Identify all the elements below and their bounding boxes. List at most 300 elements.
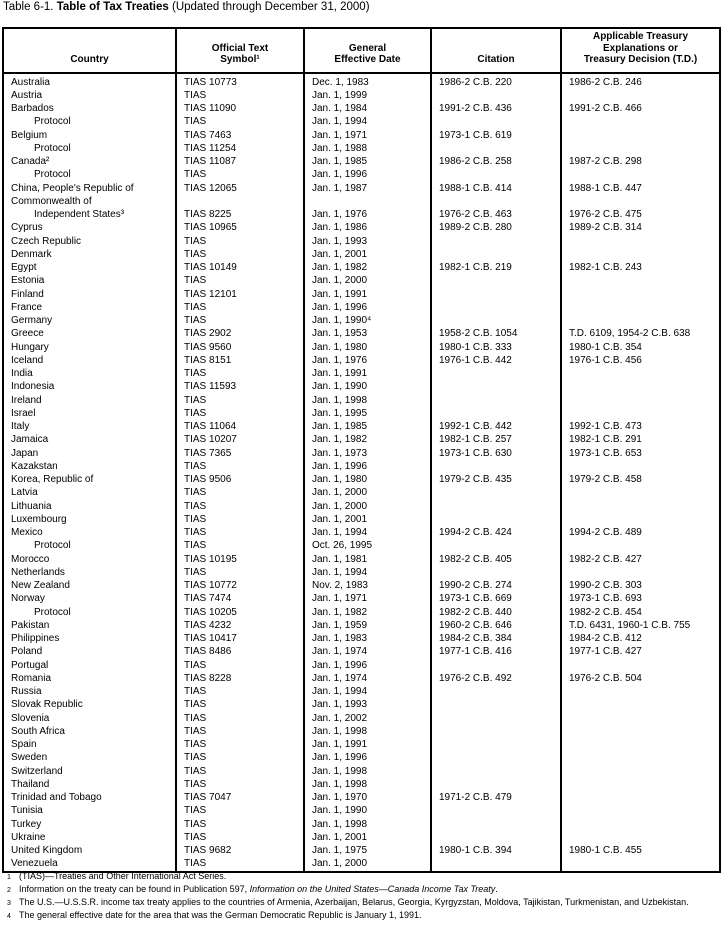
table-row bbox=[3, 433, 720, 446]
table-row bbox=[3, 354, 720, 367]
cell-treasury bbox=[561, 857, 720, 871]
cell-effective-date: Jan. 1, 1994 bbox=[304, 685, 431, 698]
cell-country: Hungary bbox=[3, 341, 176, 354]
cell-official-text-symbol: TIAS bbox=[176, 539, 304, 552]
cell-citation: 1992-1 C.B. 442 bbox=[431, 420, 561, 433]
table-row bbox=[3, 221, 720, 234]
cell-official-text-symbol: TIAS 10773 bbox=[176, 73, 304, 89]
cell-treasury bbox=[561, 778, 720, 791]
cell-country: Spain bbox=[3, 738, 176, 751]
cell-citation: 1960-2 C.B. 646 bbox=[431, 619, 561, 632]
cell-country: Luxembourg bbox=[3, 513, 176, 526]
cell-country: Protocol bbox=[3, 168, 176, 181]
cell-country: China, People's Republic of bbox=[3, 182, 176, 195]
cell-official-text-symbol: TIAS bbox=[176, 89, 304, 102]
table-row bbox=[3, 407, 720, 420]
cell-effective-date: Jan. 1, 1985 bbox=[304, 155, 431, 168]
cell-official-text-symbol: TIAS 7365 bbox=[176, 447, 304, 460]
cell-official-text-symbol: TIAS 8151 bbox=[176, 354, 304, 367]
cell-country: Portugal bbox=[3, 659, 176, 672]
table-row bbox=[3, 553, 720, 566]
table-row bbox=[3, 274, 720, 287]
cell-official-text-symbol: TIAS bbox=[176, 712, 304, 725]
cell-effective-date: Jan. 1, 1998 bbox=[304, 818, 431, 831]
table-row bbox=[3, 115, 720, 128]
cell-treasury: 1994-2 C.B. 489 bbox=[561, 526, 720, 539]
table-row bbox=[3, 685, 720, 698]
cell-country: Norway bbox=[3, 592, 176, 605]
table-row bbox=[3, 791, 720, 804]
footnote-marker: 1 bbox=[7, 873, 11, 881]
table-row bbox=[3, 539, 720, 552]
cell-country: Kazakstan bbox=[3, 460, 176, 473]
table-row bbox=[3, 804, 720, 817]
cell-country: Tunisia bbox=[3, 804, 176, 817]
table-row bbox=[3, 168, 720, 181]
cell-citation bbox=[431, 168, 561, 181]
cell-treasury bbox=[561, 765, 720, 778]
footnote-text: The general effective date for the area that was the German Democratic Republic is January 1, 1991. bbox=[19, 910, 422, 920]
cell-citation bbox=[431, 778, 561, 791]
table-row bbox=[3, 778, 720, 791]
cell-country: Japan bbox=[3, 447, 176, 460]
cell-treasury: 1986-2 C.B. 246 bbox=[561, 73, 720, 89]
cell-effective-date: Jan. 1, 1990 bbox=[304, 804, 431, 817]
cell-treasury bbox=[561, 288, 720, 301]
cell-country: New Zealand bbox=[3, 579, 176, 592]
cell-effective-date: Jan. 1, 1975 bbox=[304, 844, 431, 857]
table-row bbox=[3, 765, 720, 778]
header-row bbox=[3, 28, 720, 73]
cell-effective-date: Jan. 1, 2001 bbox=[304, 831, 431, 844]
cell-official-text-symbol: TIAS bbox=[176, 659, 304, 672]
cell-treasury: 1977-1 C.B. 427 bbox=[561, 645, 720, 658]
cell-treasury: 1980-1 C.B. 354 bbox=[561, 341, 720, 354]
cell-treasury bbox=[561, 685, 720, 698]
cell-treasury: 1990-2 C.B. 303 bbox=[561, 579, 720, 592]
cell-effective-date: Jan. 1, 1996 bbox=[304, 751, 431, 764]
cell-country: Germany bbox=[3, 314, 176, 327]
table-row bbox=[3, 473, 720, 486]
cell-effective-date: Jan. 1, 2000 bbox=[304, 486, 431, 499]
cell-official-text-symbol: TIAS 10195 bbox=[176, 553, 304, 566]
cell-treasury: 1982-2 C.B. 427 bbox=[561, 553, 720, 566]
cell-treasury bbox=[561, 367, 720, 380]
column-header-citation: Citation bbox=[431, 28, 561, 73]
table-row bbox=[3, 301, 720, 314]
table-row bbox=[3, 182, 720, 195]
cell-treasury bbox=[561, 301, 720, 314]
cell-country: Protocol bbox=[3, 142, 176, 155]
cell-effective-date: Jan. 1, 1976 bbox=[304, 208, 431, 221]
cell-official-text-symbol: TIAS bbox=[176, 526, 304, 539]
cell-citation: 1973-1 C.B. 630 bbox=[431, 447, 561, 460]
footnote bbox=[2, 884, 719, 896]
cell-treasury: T.D. 6431, 1960-1 C.B. 755 bbox=[561, 619, 720, 632]
cell-official-text-symbol: TIAS 9560 bbox=[176, 341, 304, 354]
cell-country: Netherlands bbox=[3, 566, 176, 579]
cell-effective-date: Jan. 1, 1991 bbox=[304, 738, 431, 751]
cell-treasury bbox=[561, 818, 720, 831]
cell-official-text-symbol: TIAS 10417 bbox=[176, 632, 304, 645]
column-header-country: Country bbox=[3, 28, 176, 73]
table-row bbox=[3, 513, 720, 526]
cell-treasury bbox=[561, 831, 720, 844]
cell-official-text-symbol: TIAS 10205 bbox=[176, 606, 304, 619]
cell-effective-date: Jan. 1, 1993 bbox=[304, 698, 431, 711]
cell-country: Iceland bbox=[3, 354, 176, 367]
cell-citation bbox=[431, 725, 561, 738]
cell-official-text-symbol: TIAS bbox=[176, 818, 304, 831]
cell-citation bbox=[431, 659, 561, 672]
cell-country: Russia bbox=[3, 685, 176, 698]
cell-treasury: 1988-1 C.B. 447 bbox=[561, 182, 720, 195]
cell-treasury: 1982-2 C.B. 454 bbox=[561, 606, 720, 619]
cell-effective-date: Jan. 1, 1971 bbox=[304, 592, 431, 605]
cell-country: Ireland bbox=[3, 394, 176, 407]
footnote-text: (TIAS)—Treaties and Other International Act Series. bbox=[19, 871, 227, 881]
table-row bbox=[3, 645, 720, 658]
cell-treasury bbox=[561, 712, 720, 725]
cell-citation bbox=[431, 89, 561, 102]
cell-citation bbox=[431, 566, 561, 579]
cell-official-text-symbol: TIAS 11254 bbox=[176, 142, 304, 155]
cell-country: Pakistan bbox=[3, 619, 176, 632]
footnote bbox=[2, 871, 719, 883]
footnotes bbox=[2, 871, 719, 923]
cell-country: Protocol bbox=[3, 539, 176, 552]
cell-country: Thailand bbox=[3, 778, 176, 791]
cell-country: South Africa bbox=[3, 725, 176, 738]
cell-citation: 1980-1 C.B. 394 bbox=[431, 844, 561, 857]
cell-country: Czech Republic bbox=[3, 235, 176, 248]
cell-country: Switzerland bbox=[3, 765, 176, 778]
cell-country: Finland bbox=[3, 288, 176, 301]
table-row bbox=[3, 420, 720, 433]
cell-official-text-symbol: TIAS bbox=[176, 168, 304, 181]
cell-effective-date: Jan. 1, 1998 bbox=[304, 725, 431, 738]
cell-citation: 1976-2 C.B. 492 bbox=[431, 672, 561, 685]
table-row bbox=[3, 566, 720, 579]
table-row bbox=[3, 486, 720, 499]
cell-official-text-symbol: TIAS bbox=[176, 394, 304, 407]
cell-country: Slovenia bbox=[3, 712, 176, 725]
cell-effective-date: Jan. 1, 1973 bbox=[304, 447, 431, 460]
cell-country: Australia bbox=[3, 73, 176, 89]
cell-effective-date: Jan. 1, 1981 bbox=[304, 553, 431, 566]
cell-effective-date: Jan. 1, 1984 bbox=[304, 102, 431, 115]
cell-treasury bbox=[561, 314, 720, 327]
cell-official-text-symbol: TIAS bbox=[176, 778, 304, 791]
table-row bbox=[3, 725, 720, 738]
cell-effective-date: Jan. 1, 1994 bbox=[304, 566, 431, 579]
cell-country: Philippines bbox=[3, 632, 176, 645]
cell-citation bbox=[431, 301, 561, 314]
cell-official-text-symbol: TIAS bbox=[176, 314, 304, 327]
table-row bbox=[3, 208, 720, 221]
cell-citation: 1976-1 C.B. 442 bbox=[431, 354, 561, 367]
cell-official-text-symbol: TIAS 11064 bbox=[176, 420, 304, 433]
cell-official-text-symbol: TIAS bbox=[176, 738, 304, 751]
cell-treasury: 1982-1 C.B. 243 bbox=[561, 261, 720, 274]
cell-treasury bbox=[561, 407, 720, 420]
cell-country: Morocco bbox=[3, 553, 176, 566]
cell-treasury: 1973-1 C.B. 693 bbox=[561, 592, 720, 605]
cell-citation bbox=[431, 142, 561, 155]
cell-treasury bbox=[561, 142, 720, 155]
cell-treasury bbox=[561, 380, 720, 393]
cell-official-text-symbol: TIAS bbox=[176, 248, 304, 261]
cell-official-text-symbol: TIAS 7463 bbox=[176, 129, 304, 142]
cell-country: United Kingdom bbox=[3, 844, 176, 857]
cell-official-text-symbol: TIAS 10772 bbox=[176, 579, 304, 592]
cell-effective-date: Jan. 1, 1982 bbox=[304, 606, 431, 619]
cell-citation bbox=[431, 857, 561, 871]
cell-treasury: 1984-2 C.B. 412 bbox=[561, 632, 720, 645]
cell-country: India bbox=[3, 367, 176, 380]
cell-treasury bbox=[561, 791, 720, 804]
cell-official-text-symbol: TIAS bbox=[176, 725, 304, 738]
cell-effective-date bbox=[304, 195, 431, 208]
cell-official-text-symbol: TIAS bbox=[176, 513, 304, 526]
cell-country: Independent States³ bbox=[3, 208, 176, 221]
cell-effective-date: Jan. 1, 1990⁴ bbox=[304, 314, 431, 327]
table-row bbox=[3, 367, 720, 380]
table-row bbox=[3, 526, 720, 539]
cell-effective-date: Jan. 1, 1991 bbox=[304, 288, 431, 301]
cell-citation: 1977-1 C.B. 416 bbox=[431, 645, 561, 658]
table-row bbox=[3, 195, 720, 208]
cell-official-text-symbol: TIAS 4232 bbox=[176, 619, 304, 632]
table-row bbox=[3, 672, 720, 685]
cell-effective-date: Jan. 1, 2000 bbox=[304, 274, 431, 287]
cell-treasury bbox=[561, 513, 720, 526]
footnote-marker: 3 bbox=[7, 899, 11, 907]
table-row bbox=[3, 659, 720, 672]
table-row bbox=[3, 235, 720, 248]
table-row bbox=[3, 606, 720, 619]
cell-country: Belgium bbox=[3, 129, 176, 142]
cell-official-text-symbol: TIAS 9682 bbox=[176, 844, 304, 857]
footnote-marker: 4 bbox=[7, 912, 11, 920]
table-row bbox=[3, 89, 720, 102]
cell-effective-date: Jan. 1, 1953 bbox=[304, 327, 431, 340]
cell-official-text-symbol: TIAS bbox=[176, 566, 304, 579]
table-row bbox=[3, 738, 720, 751]
footnote bbox=[2, 910, 719, 922]
cell-effective-date: Jan. 1, 1996 bbox=[304, 659, 431, 672]
cell-treasury: 1973-1 C.B. 653 bbox=[561, 447, 720, 460]
table-row bbox=[3, 327, 720, 340]
cell-citation bbox=[431, 513, 561, 526]
cell-country: Romania bbox=[3, 672, 176, 685]
table-row bbox=[3, 500, 720, 513]
cell-official-text-symbol bbox=[176, 195, 304, 208]
column-header-effective-date: General Effective Date bbox=[304, 28, 431, 73]
cell-citation: 1990-2 C.B. 274 bbox=[431, 579, 561, 592]
footnote-marker: 2 bbox=[7, 886, 11, 894]
table-row bbox=[3, 844, 720, 857]
cell-country: Venezuela bbox=[3, 857, 176, 871]
table-row bbox=[3, 142, 720, 155]
cell-citation: 1984-2 C.B. 384 bbox=[431, 632, 561, 645]
cell-treasury bbox=[561, 698, 720, 711]
cell-effective-date: Jan. 1, 1980 bbox=[304, 341, 431, 354]
table-row bbox=[3, 155, 720, 168]
cell-effective-date: Jan. 1, 2001 bbox=[304, 248, 431, 261]
cell-effective-date: Jan. 1, 1991 bbox=[304, 367, 431, 380]
cell-effective-date: Jan. 1, 1980 bbox=[304, 473, 431, 486]
cell-official-text-symbol: TIAS bbox=[176, 751, 304, 764]
table-row bbox=[3, 447, 720, 460]
cell-effective-date: Jan. 1, 1985 bbox=[304, 420, 431, 433]
cell-citation bbox=[431, 248, 561, 261]
cell-treasury bbox=[561, 394, 720, 407]
cell-citation: 1982-1 C.B. 219 bbox=[431, 261, 561, 274]
cell-treasury: T.D. 6109, 1954-2 C.B. 638 bbox=[561, 327, 720, 340]
cell-effective-date: Jan. 1, 1996 bbox=[304, 301, 431, 314]
cell-official-text-symbol: TIAS 11593 bbox=[176, 380, 304, 393]
cell-effective-date: Jan. 1, 1987 bbox=[304, 182, 431, 195]
footnote-text: Information on the treaty can be found in Publication 597, Information on the United States—Canada Income Tax Treaty. bbox=[19, 884, 498, 894]
cell-treasury bbox=[561, 566, 720, 579]
cell-treasury bbox=[561, 115, 720, 128]
cell-country: Canada² bbox=[3, 155, 176, 168]
cell-country: Slovak Republic bbox=[3, 698, 176, 711]
table-row bbox=[3, 818, 720, 831]
cell-citation bbox=[431, 288, 561, 301]
cell-citation: 1976-2 C.B. 463 bbox=[431, 208, 561, 221]
cell-official-text-symbol: TIAS bbox=[176, 765, 304, 778]
cell-official-text-symbol: TIAS 10149 bbox=[176, 261, 304, 274]
cell-treasury bbox=[561, 89, 720, 102]
cell-treasury: 1979-2 C.B. 458 bbox=[561, 473, 720, 486]
cell-treasury bbox=[561, 274, 720, 287]
cell-country: Protocol bbox=[3, 115, 176, 128]
cell-treasury: 1976-2 C.B. 504 bbox=[561, 672, 720, 685]
cell-official-text-symbol: TIAS 8486 bbox=[176, 645, 304, 658]
cell-citation bbox=[431, 698, 561, 711]
cell-country: Denmark bbox=[3, 248, 176, 261]
cell-citation bbox=[431, 804, 561, 817]
cell-official-text-symbol: TIAS bbox=[176, 274, 304, 287]
cell-country: Korea, Republic of bbox=[3, 473, 176, 486]
cell-citation: 1973-1 C.B. 619 bbox=[431, 129, 561, 142]
column-header-official-text-symbol: Official Text Symbol¹ bbox=[176, 28, 304, 73]
cell-treasury bbox=[561, 248, 720, 261]
cell-effective-date: Jan. 1, 1986 bbox=[304, 221, 431, 234]
cell-official-text-symbol: TIAS bbox=[176, 407, 304, 420]
cell-citation bbox=[431, 738, 561, 751]
cell-treasury bbox=[561, 486, 720, 499]
cell-citation bbox=[431, 274, 561, 287]
cell-effective-date: Jan. 1, 2002 bbox=[304, 712, 431, 725]
cell-official-text-symbol: TIAS 8228 bbox=[176, 672, 304, 685]
cell-effective-date: Jan. 1, 1982 bbox=[304, 433, 431, 446]
table-row bbox=[3, 73, 720, 89]
cell-citation: 1973-1 C.B. 669 bbox=[431, 592, 561, 605]
cell-effective-date: Oct. 26, 1995 bbox=[304, 539, 431, 552]
table-row bbox=[3, 380, 720, 393]
cell-country: Latvia bbox=[3, 486, 176, 499]
cell-official-text-symbol: TIAS bbox=[176, 857, 304, 871]
cell-country: Greece bbox=[3, 327, 176, 340]
table-row bbox=[3, 261, 720, 274]
cell-country: Jamaica bbox=[3, 433, 176, 446]
cell-official-text-symbol: TIAS 10965 bbox=[176, 221, 304, 234]
cell-effective-date: Jan. 1, 1998 bbox=[304, 765, 431, 778]
cell-treasury: 1992-1 C.B. 473 bbox=[561, 420, 720, 433]
table-title-text: Table of Tax Treaties bbox=[56, 1, 169, 13]
cell-official-text-symbol: TIAS 12065 bbox=[176, 182, 304, 195]
cell-effective-date: Jan. 1, 1990 bbox=[304, 380, 431, 393]
cell-treasury: 1976-2 C.B. 475 bbox=[561, 208, 720, 221]
cell-official-text-symbol: TIAS bbox=[176, 115, 304, 128]
cell-citation: 1989-2 C.B. 280 bbox=[431, 221, 561, 234]
cell-treasury bbox=[561, 738, 720, 751]
footnote bbox=[2, 897, 719, 909]
cell-treasury: 1987-2 C.B. 298 bbox=[561, 155, 720, 168]
table-row bbox=[3, 341, 720, 354]
cell-country: Sweden bbox=[3, 751, 176, 764]
cell-treasury bbox=[561, 725, 720, 738]
cell-citation: 1982-2 C.B. 405 bbox=[431, 553, 561, 566]
cell-citation bbox=[431, 486, 561, 499]
tax-treaties-table bbox=[2, 27, 721, 873]
table-row bbox=[3, 460, 720, 473]
cell-country: Turkey bbox=[3, 818, 176, 831]
cell-official-text-symbol: TIAS bbox=[176, 301, 304, 314]
cell-citation bbox=[431, 195, 561, 208]
cell-effective-date: Jan. 1, 1974 bbox=[304, 645, 431, 658]
cell-citation bbox=[431, 751, 561, 764]
cell-citation: 1986-2 C.B. 220 bbox=[431, 73, 561, 89]
cell-citation: 1986-2 C.B. 258 bbox=[431, 155, 561, 168]
cell-citation: 1994-2 C.B. 424 bbox=[431, 526, 561, 539]
cell-country: Israel bbox=[3, 407, 176, 420]
cell-official-text-symbol: TIAS 9506 bbox=[176, 473, 304, 486]
cell-official-text-symbol: TIAS bbox=[176, 804, 304, 817]
cell-effective-date: Jan. 1, 2001 bbox=[304, 513, 431, 526]
cell-country: Poland bbox=[3, 645, 176, 658]
cell-citation: 1980-1 C.B. 333 bbox=[431, 341, 561, 354]
footnote-text: The U.S.—U.S.S.R. income tax treaty applies to the countries of Armenia, Azerbaijan, Belarus, Georgia, Kyrgyzstan, Moldova, Tajikistan, Turkmenistan, and Uzbekistan. bbox=[19, 897, 689, 907]
table-row bbox=[3, 712, 720, 725]
cell-treasury bbox=[561, 659, 720, 672]
cell-effective-date: Jan. 1, 2000 bbox=[304, 857, 431, 871]
table-title-suffix: (Updated through December 31, 2000) bbox=[171, 1, 370, 13]
table-row bbox=[3, 592, 720, 605]
cell-country: Egypt bbox=[3, 261, 176, 274]
cell-citation bbox=[431, 407, 561, 420]
cell-citation bbox=[431, 539, 561, 552]
cell-effective-date: Jan. 1, 1994 bbox=[304, 526, 431, 539]
cell-effective-date: Jan. 1, 2000 bbox=[304, 500, 431, 513]
cell-country: Barbados bbox=[3, 102, 176, 115]
cell-official-text-symbol: TIAS bbox=[176, 831, 304, 844]
cell-treasury: 1989-2 C.B. 314 bbox=[561, 221, 720, 234]
cell-country: Protocol bbox=[3, 606, 176, 619]
cell-effective-date: Jan. 1, 1988 bbox=[304, 142, 431, 155]
table-row bbox=[3, 632, 720, 645]
cell-citation bbox=[431, 500, 561, 513]
table-row bbox=[3, 129, 720, 142]
table-title bbox=[3, 1, 370, 13]
table-row bbox=[3, 288, 720, 301]
cell-country: Lithuania bbox=[3, 500, 176, 513]
cell-treasury bbox=[561, 168, 720, 181]
table-row bbox=[3, 394, 720, 407]
